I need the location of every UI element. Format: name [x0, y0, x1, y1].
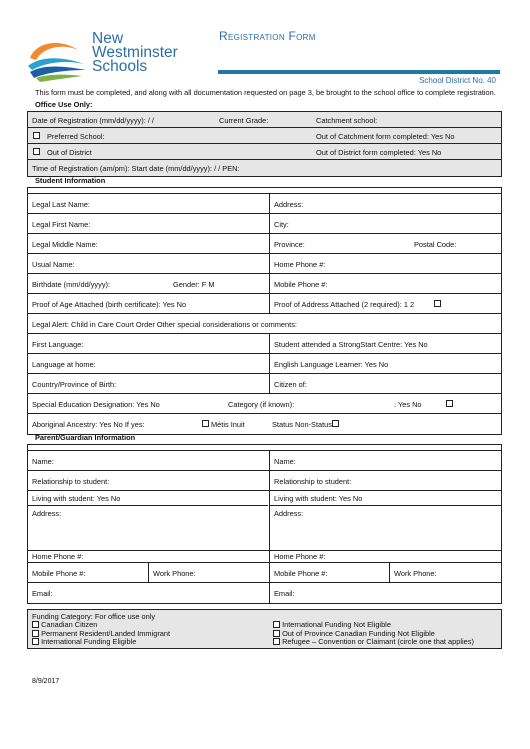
office-row-time — [28, 160, 501, 176]
parent1-living-with-field[interactable]: Living with student: Yes No — [32, 494, 121, 503]
category-field[interactable]: Category (if known): — [228, 400, 295, 409]
gender-field[interactable]: Gender: F M — [173, 280, 215, 289]
parent2-work-phone-field[interactable]: Work Phone: — [394, 569, 437, 578]
preferred-school-checkbox[interactable] — [33, 132, 40, 139]
legal-middle-name-field[interactable]: Legal Middle Name: — [32, 240, 98, 249]
out-of-district-label: Out of District — [47, 148, 92, 157]
parent1-name-field[interactable]: Name: — [32, 457, 54, 466]
birthdate-field[interactable]: Birthdate (mm/dd/yyyy): — [32, 280, 111, 289]
parent1-work-phone-field[interactable]: Work Phone: — [153, 569, 196, 578]
student-row-birth-mobile — [28, 274, 501, 294]
first-language-field[interactable]: First Language: — [32, 340, 84, 349]
student-row-proofs — [28, 294, 501, 314]
strongstart-field[interactable]: Student attended a StrongStart Centre: Yes No — [274, 340, 428, 349]
aboriginal-ancestry-field[interactable]: Aboriginal Ancestry: Yes No If yes: — [32, 420, 145, 429]
parent2-living-with-field[interactable]: Living with student: Yes No — [274, 494, 363, 503]
parent1-email-field[interactable]: Email: — [32, 589, 53, 598]
office-row-date — [28, 112, 501, 128]
student-row-legal-alert — [28, 314, 501, 334]
parent-row-relationship — [28, 471, 501, 491]
mobile-phone-field[interactable]: Mobile Phone #: — [274, 280, 328, 289]
date-of-registration-field[interactable]: Date of Registration (mm/dd/yyyy): / / — [32, 116, 154, 125]
parent-row-homephone — [28, 551, 501, 563]
intro-instructions: This form must be completed, and along with all documentation requested on page 3, be brought to the school office to complete registration. — [35, 88, 496, 97]
funding-refugee[interactable]: Refugee – Convention or Claimant (circle one that applies) — [273, 638, 474, 645]
parent-row-email — [28, 583, 501, 603]
funding-canadian-citizen[interactable]: Canadian Citizen — [32, 621, 97, 628]
city-field[interactable]: City: — [274, 220, 289, 229]
office-use-table — [27, 111, 502, 177]
title-divider — [218, 70, 500, 74]
office-use-heading: Office Use Only: — [35, 100, 93, 109]
parent2-address-field[interactable]: Address: — [274, 509, 304, 518]
parent1-relationship-field[interactable]: Relationship to student: — [32, 477, 110, 486]
catchment-school-field[interactable]: Catchment school: — [316, 116, 378, 125]
home-language-field[interactable]: Language at home: — [32, 360, 96, 369]
parent1-home-phone-field[interactable]: Home Phone #: — [32, 552, 84, 561]
parent-info-heading: Parent/Guardian Information — [35, 433, 136, 442]
funding-heading: Funding Category: For office use only — [32, 612, 156, 621]
parent-row-name — [28, 451, 501, 471]
school-district-logo — [26, 32, 216, 88]
school-district-label: School District No. 40 — [419, 76, 496, 85]
proof-of-age-field[interactable]: Proof of Age Attached (birth certificate): Yes No — [32, 300, 187, 309]
special-ed-checkbox[interactable] — [446, 400, 453, 407]
postal-code-field[interactable]: Postal Code: — [414, 240, 457, 249]
proof-of-address-field[interactable]: Proof of Address Attached (2 required): 1 2 — [274, 300, 415, 309]
wave-logo-icon — [26, 36, 88, 84]
funding-international-not-eligible[interactable]: International Funding Not Eligible — [273, 621, 391, 628]
student-row-aboriginal — [28, 414, 501, 434]
logo-wordmark: New Westminster Schools — [92, 30, 178, 75]
parent1-mobile-phone-field[interactable]: Mobile Phone #: — [32, 569, 86, 578]
funding-international-eligible[interactable]: International Funding Eligible — [32, 638, 136, 645]
parent-row-phones — [28, 563, 501, 583]
office-row-preferred — [28, 128, 501, 144]
metis-inuit-label: Métis Inuit — [211, 420, 245, 429]
current-grade-field[interactable]: Current Grade: — [219, 116, 269, 125]
parent-row-living-address — [28, 491, 501, 551]
funding-permanent-resident[interactable]: Permanent Resident/Landed Immigrant — [32, 630, 170, 637]
parent2-relationship-field[interactable]: Relationship to student: — [274, 477, 352, 486]
non-status-checkbox[interactable] — [332, 420, 339, 427]
address-field[interactable]: Address: — [274, 200, 304, 209]
student-row-special-ed — [28, 394, 501, 414]
out-of-district-checkbox[interactable] — [33, 148, 40, 155]
parent2-name-field[interactable]: Name: — [274, 457, 296, 466]
form-version-date: 8/9/2017 — [32, 678, 60, 685]
student-row-country — [28, 374, 501, 394]
student-row-language — [28, 334, 501, 354]
country-of-birth-field[interactable]: Country/Province of Birth: — [32, 380, 117, 389]
status-label: Status Non-Status — [272, 420, 332, 429]
student-row-home-language — [28, 354, 501, 374]
office-row-out-district — [28, 144, 501, 160]
funding-category-box — [27, 609, 502, 649]
proof-of-address-checkbox[interactable] — [434, 300, 441, 307]
parent2-home-phone-field[interactable]: Home Phone #: — [274, 552, 326, 561]
usual-name-field[interactable]: Usual Name: — [32, 260, 75, 269]
preferred-school-label: Preferred School: — [47, 132, 105, 141]
legal-alert-field[interactable]: Legal Alert: Child in Care Court Order Other special considerations or comments: — [32, 320, 297, 329]
special-ed-field[interactable]: Special Education Designation: Yes No — [32, 400, 160, 409]
funding-out-of-province[interactable]: Out of Province Canadian Funding Not Eligible — [273, 630, 435, 637]
student-row-first-city — [28, 214, 501, 234]
out-of-catchment-form-field[interactable]: Out of Catchment form completed: Yes No — [316, 132, 455, 141]
parent-info-table — [27, 444, 502, 604]
student-row-usual-homephone — [28, 254, 501, 274]
time-start-pen-field[interactable]: Time of Registration (am/pm): Start date (mm/dd/yyyy): / / PEN: — [32, 164, 240, 173]
parent1-address-field[interactable]: Address: — [32, 509, 62, 518]
legal-last-name-field[interactable]: Legal Last Name: — [32, 200, 90, 209]
student-info-table — [27, 187, 502, 435]
citizen-of-field[interactable]: Citizen of: — [274, 380, 307, 389]
student-row-middle-province — [28, 234, 501, 254]
student-row-name-address — [28, 194, 501, 214]
special-ed-yes-no[interactable]: : Yes No — [394, 400, 422, 409]
metis-checkbox[interactable] — [202, 420, 209, 427]
student-info-heading: Student Information — [35, 176, 106, 185]
out-of-district-form-field[interactable]: Out of District form completed: Yes No — [316, 148, 442, 157]
english-learner-field[interactable]: English Language Learner: Yes No — [274, 360, 389, 369]
form-title: Registration Form — [219, 29, 316, 43]
province-field[interactable]: Province: — [274, 240, 305, 249]
legal-first-name-field[interactable]: Legal First Name: — [32, 220, 91, 229]
parent2-mobile-phone-field[interactable]: Mobile Phone #: — [274, 569, 328, 578]
home-phone-field[interactable]: Home Phone #: — [274, 260, 326, 269]
parent2-email-field[interactable]: Email: — [274, 589, 295, 598]
